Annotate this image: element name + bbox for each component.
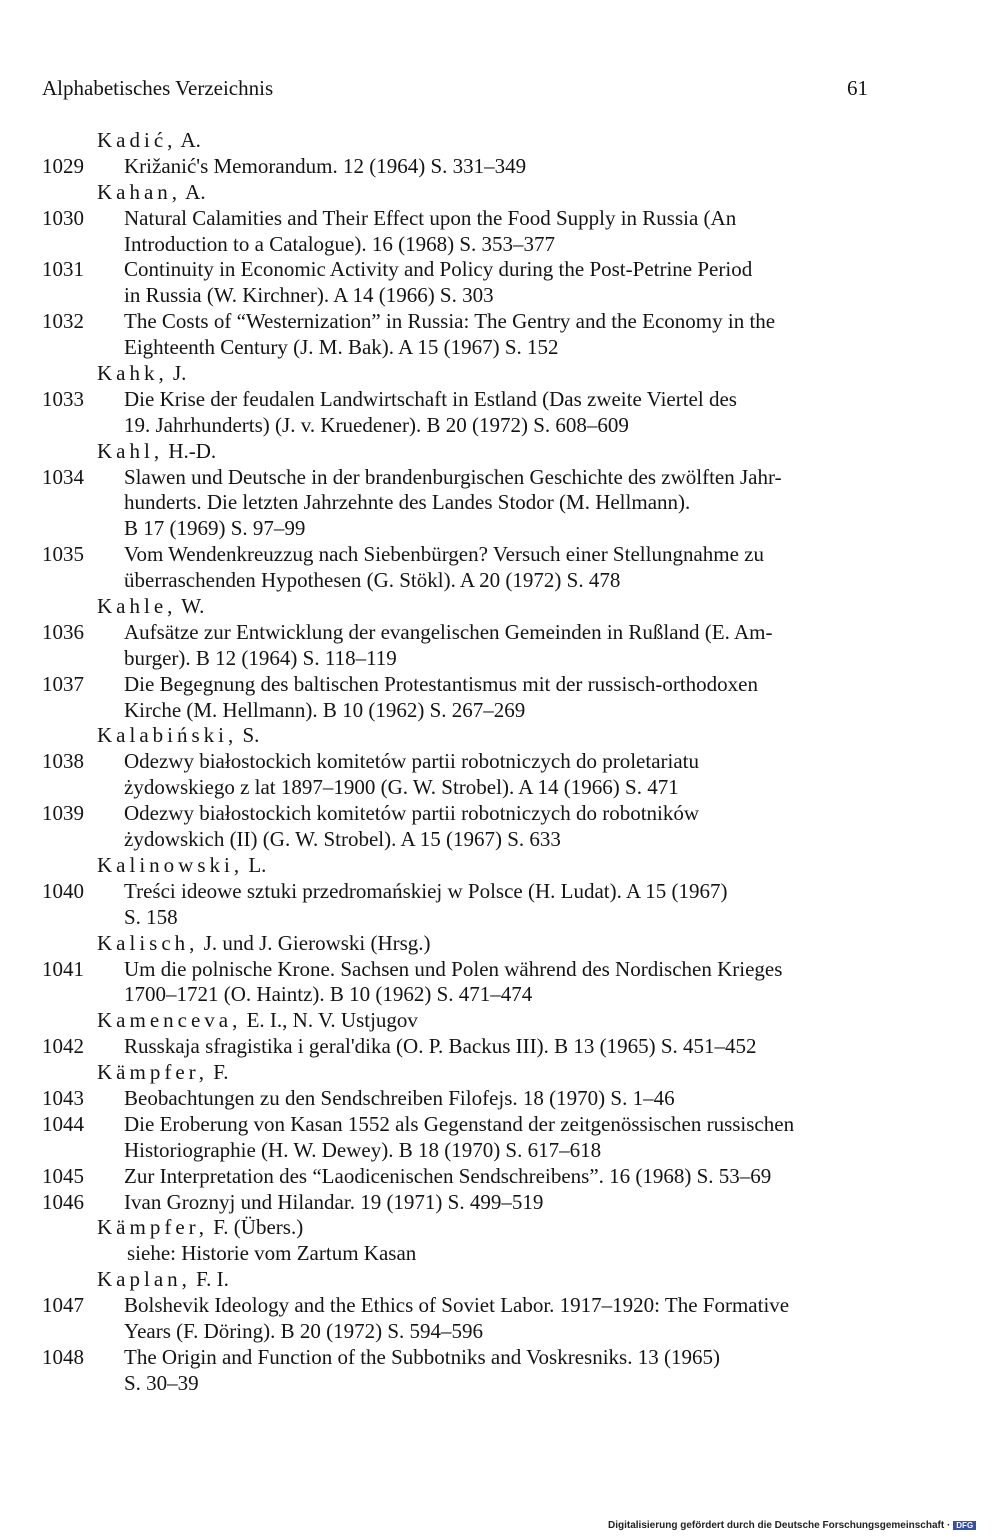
index-entry bbox=[0, 1112, 1000, 1164]
author-heading bbox=[0, 180, 1000, 206]
author-heading bbox=[0, 128, 1000, 154]
index-entry bbox=[0, 1164, 1000, 1190]
entry-number: 1037 bbox=[42, 671, 84, 696]
index-entry bbox=[0, 620, 1000, 672]
entry-line: The Costs of “Westernization” in Russia: The Gentry and the Economy in the bbox=[124, 309, 776, 334]
author-initials: J. und J. Gierowski (Hrsg.) bbox=[203, 930, 431, 955]
index-entry bbox=[0, 387, 1000, 439]
author-heading bbox=[0, 1008, 1000, 1034]
author-heading bbox=[0, 853, 1000, 879]
entry-text bbox=[124, 1112, 884, 1164]
entry-line: Bolshevik Ideology and the Ethics of Soviet Labor. 1917–1920: The Formative bbox=[124, 1293, 790, 1318]
entry-line: burger). B 12 (1964) S. 118–119 bbox=[124, 645, 397, 670]
entry-line: Natural Calamities and Their Effect upon the Food Supply in Russia (An bbox=[124, 205, 737, 230]
entry-number: 1048 bbox=[42, 1344, 84, 1369]
entry-number: 1043 bbox=[42, 1085, 84, 1110]
index-entry bbox=[0, 1086, 1000, 1112]
entry-number: 1035 bbox=[42, 542, 84, 567]
author-name: Kahle, bbox=[97, 594, 177, 619]
entry-line: Odezwy białostockich komitetów partii robotniczych do robotników bbox=[124, 801, 700, 826]
page-header bbox=[42, 76, 868, 106]
entry-line: Die Begegnung des baltischen Protestantismus mit der russisch-orthodoxen bbox=[124, 671, 758, 696]
entry-line: Aufsätze zur Entwicklung der evangelischen Gemeinden in Rußland (E. Am- bbox=[124, 619, 773, 644]
entry-text bbox=[124, 1190, 884, 1216]
index-entry bbox=[0, 1034, 1000, 1060]
entry-line: Kirche (M. Hellmann). B 10 (1962) S. 267–269 bbox=[124, 697, 526, 722]
entry-number: 1047 bbox=[42, 1293, 84, 1318]
entry-text bbox=[124, 309, 884, 361]
entry-text bbox=[124, 1164, 884, 1190]
entry-text bbox=[124, 154, 884, 180]
author-initials: W. bbox=[181, 594, 205, 619]
index-entry bbox=[0, 465, 1000, 543]
dfg-logo: DFG bbox=[953, 1521, 976, 1530]
entry-text bbox=[124, 542, 884, 594]
cross-reference: siehe: Historie vom Zartum Kasan bbox=[127, 1241, 417, 1266]
entry-number: 1046 bbox=[42, 1189, 84, 1214]
entry-line: Years (F. Döring). B 20 (1972) S. 594–596 bbox=[124, 1318, 484, 1343]
entry-line: Historiographie (H. W. Dewey). B 18 (1970) S. 617–618 bbox=[124, 1137, 602, 1162]
digitization-note bbox=[608, 1520, 976, 1531]
author-initials: F. bbox=[213, 1060, 229, 1085]
author-initials: E. I., N. V. Ustjugov bbox=[246, 1008, 418, 1033]
author-name: Kahan, bbox=[97, 179, 182, 204]
entry-text bbox=[124, 957, 884, 1009]
entry-line: 1700–1721 (O. Haintz). B 10 (1962) S. 471–474 bbox=[124, 982, 533, 1007]
author-initials: F. I. bbox=[196, 1267, 229, 1292]
index-entry bbox=[0, 1293, 1000, 1345]
index-entry bbox=[0, 957, 1000, 1009]
entry-text bbox=[124, 257, 884, 309]
entry-line: The Origin and Function of the Subbotniks and Voskresniks. 13 (1965) bbox=[124, 1344, 720, 1369]
entry-line: hunderts. Die letzten Jahrzehnte des Landes Stodor (M. Hellmann). bbox=[124, 490, 691, 515]
author-initials: F. (Übers.) bbox=[213, 1215, 304, 1240]
entry-text bbox=[124, 879, 884, 931]
entry-line: S. 30–39 bbox=[124, 1370, 199, 1395]
running-title: Alphabetisches Verzeichnis bbox=[42, 76, 274, 100]
entry-line: Treści ideowe sztuki przedromańskiej w Polsce (H. Ludat). A 15 (1967) bbox=[124, 878, 728, 903]
entry-line: Die Eroberung von Kasan 1552 als Gegenstand der zeitgenössischen russischen bbox=[124, 1111, 795, 1136]
entry-text bbox=[124, 672, 884, 724]
index-entry bbox=[0, 1345, 1000, 1397]
author-initials: L. bbox=[248, 852, 267, 877]
author-name: Kalisch, bbox=[97, 930, 199, 955]
index-entry bbox=[0, 801, 1000, 853]
entry-number: 1045 bbox=[42, 1163, 84, 1188]
entry-text bbox=[124, 620, 884, 672]
index-entry bbox=[0, 206, 1000, 258]
index-entry bbox=[0, 154, 1000, 180]
author-heading bbox=[0, 723, 1000, 749]
index-entry bbox=[0, 309, 1000, 361]
digitization-note-text: Digitalisierung gefördert durch die Deutsche Forschungsgemeinschaft · bbox=[608, 1520, 951, 1531]
entry-line: Eighteenth Century (J. M. Bak). A 15 (1967) S. 152 bbox=[124, 335, 559, 360]
entry-line: Ivan Groznyj und Hilandar. 19 (1971) S. 499–519 bbox=[124, 1189, 544, 1214]
author-initials: H.-D. bbox=[168, 438, 217, 463]
page-number: 61 bbox=[847, 76, 868, 100]
entry-text bbox=[124, 1086, 884, 1112]
author-name: Kämpfer, bbox=[97, 1215, 209, 1240]
entry-line: B 17 (1969) S. 97–99 bbox=[124, 516, 306, 541]
entry-text bbox=[124, 1293, 884, 1345]
entry-line: Križanić's Memorandum. 12 (1964) S. 331–349 bbox=[124, 153, 527, 178]
author-heading bbox=[0, 361, 1000, 387]
index-entry bbox=[0, 672, 1000, 724]
entry-number: 1040 bbox=[42, 878, 84, 903]
index-entry bbox=[0, 879, 1000, 931]
index-entry bbox=[0, 749, 1000, 801]
entry-line: Slawen und Deutsche in der brandenburgischen Geschichte des zwölften Jahr- bbox=[124, 464, 782, 489]
entry-line: Introduction to a Catalogue). 16 (1968) S. 353–377 bbox=[124, 231, 556, 256]
entry-line: Continuity in Economic Activity and Policy during the Post-Petrine Period bbox=[124, 257, 753, 282]
entry-line: Vom Wendenkreuzzug nach Siebenbürgen? Versuch einer Stellungnahme zu bbox=[124, 542, 764, 567]
author-initials: A. bbox=[185, 179, 206, 204]
index-entry bbox=[0, 257, 1000, 309]
entry-number: 1033 bbox=[42, 386, 84, 411]
entry-text bbox=[124, 1034, 884, 1060]
author-heading bbox=[0, 931, 1000, 957]
entry-line: Die Krise der feudalen Landwirtschaft in Estland (Das zweite Viertel des bbox=[124, 386, 737, 411]
entry-line: überraschenden Hypothesen (G. Stökl). A 20 (1972) S. 478 bbox=[124, 568, 621, 593]
entry-line: Beobachtungen zu den Sendschreiben Filofejs. 18 (1970) S. 1–46 bbox=[124, 1085, 675, 1110]
entry-number: 1032 bbox=[42, 309, 84, 334]
author-name: Kalabiński, bbox=[97, 723, 238, 748]
author-heading bbox=[0, 594, 1000, 620]
entry-text bbox=[124, 749, 884, 801]
entry-line: Russkaja sfragistika i geral'dika (O. P. Backus III). B 13 (1965) S. 451–452 bbox=[124, 1034, 757, 1059]
entry-line: in Russia (W. Kirchner). A 14 (1966) S. 303 bbox=[124, 283, 494, 308]
entry-number: 1034 bbox=[42, 464, 84, 489]
author-initials: S. bbox=[242, 723, 260, 748]
entry-number: 1031 bbox=[42, 257, 84, 282]
entry-line: Um die polnische Krone. Sachsen und Polen während des Nordischen Krieges bbox=[124, 956, 783, 981]
entry-number: 1029 bbox=[42, 153, 84, 178]
entry-text bbox=[124, 387, 884, 439]
entry-text bbox=[124, 801, 884, 853]
author-initials: J. bbox=[173, 361, 187, 386]
index-entry bbox=[0, 1190, 1000, 1216]
author-name: Kadić, bbox=[97, 128, 177, 152]
entry-number: 1038 bbox=[42, 749, 84, 774]
entry-number: 1036 bbox=[42, 619, 84, 644]
entry-line: 19. Jahrhunderts) (J. v. Kruedener). B 20 (1972) S. 608–609 bbox=[124, 412, 629, 437]
entry-line: żydowskich (II) (G. W. Strobel). A 15 (1967) S. 633 bbox=[124, 827, 561, 852]
entry-number: 1044 bbox=[42, 1111, 84, 1136]
index-entries bbox=[0, 128, 1000, 1397]
author-heading bbox=[0, 1267, 1000, 1293]
author-heading bbox=[0, 1060, 1000, 1086]
author-name: Kämpfer, bbox=[97, 1060, 209, 1085]
author-name: Kalinowski, bbox=[97, 852, 244, 877]
entry-number: 1030 bbox=[42, 205, 84, 230]
entry-text bbox=[124, 465, 884, 543]
author-heading bbox=[0, 1215, 1000, 1241]
entry-number: 1042 bbox=[42, 1034, 84, 1059]
entry-number: 1041 bbox=[42, 956, 84, 981]
author-initials: A. bbox=[180, 128, 201, 152]
author-heading bbox=[0, 439, 1000, 465]
entry-line: Zur Interpretation des “Laodicenischen Sendschreibens”. 16 (1968) S. 53–69 bbox=[124, 1163, 772, 1188]
entry-line: Odezwy białostockich komitetów partii robotniczych do proletariatu bbox=[124, 749, 699, 774]
author-name: Kahk, bbox=[97, 361, 168, 386]
author-name: Kamenceva, bbox=[97, 1008, 242, 1033]
author-name: Kahl, bbox=[97, 438, 164, 463]
entry-text bbox=[124, 206, 884, 258]
author-name: Kaplan, bbox=[97, 1267, 191, 1292]
entry-line: S. 158 bbox=[124, 904, 178, 929]
entry-number: 1039 bbox=[42, 801, 84, 826]
entry-line: żydowskiego z lat 1897–1900 (G. W. Strobel). A 14 (1966) S. 471 bbox=[124, 775, 679, 800]
index-entry bbox=[0, 542, 1000, 594]
entry-text bbox=[124, 1345, 884, 1397]
